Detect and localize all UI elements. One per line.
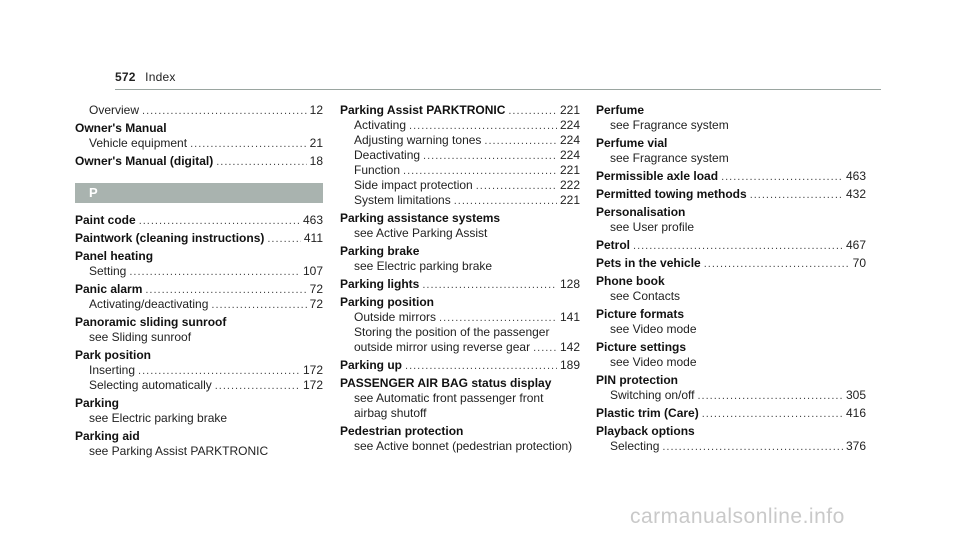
index-entry-heading[interactable] [340,358,580,373]
entry-label: Panel heating [75,249,154,263]
entry-label: Switching on/off [610,388,695,402]
index-subentry[interactable] [340,310,580,325]
index-entry-heading[interactable] [340,277,580,292]
entry-label: see Active Parking Assist [354,226,488,240]
index-subentry[interactable] [340,133,580,148]
dot-leader [533,341,557,356]
index-entry [75,348,323,393]
index-entry-heading[interactable] [75,231,323,246]
index-entry-heading [340,211,580,226]
index-entry [596,373,866,403]
index-entry-heading [596,424,866,439]
entry-label: Petrol [596,238,631,252]
page-reference[interactable]: 141 [559,310,580,324]
dot-leader [267,232,301,247]
index-entry [75,429,323,459]
index-entry [75,154,323,169]
dot-leader [142,104,307,119]
page-reference[interactable]: 72 [309,297,323,311]
entry-label: see Automatic front passenger front [354,391,544,405]
entry-label: Parking [75,396,120,410]
entry-label: Function [354,163,401,177]
entry-label: Phone book [596,274,665,288]
page-header [115,70,176,84]
index-entry [75,315,323,345]
page-reference[interactable]: 70 [852,256,866,270]
page-reference[interactable]: 221 [559,103,580,117]
index-entry [596,238,866,253]
entry-label: Playback options [596,424,695,438]
index-entry [596,274,866,304]
page-reference[interactable]: 222 [559,178,580,192]
index-subentry[interactable] [340,226,580,241]
header-divider [115,89,881,90]
index-subentry[interactable] [596,388,866,403]
index-entry [596,340,866,370]
index-entry-heading [340,424,580,439]
entry-label: Parking Assist PARKTRONIC [340,103,506,117]
index-subentry[interactable] [340,193,580,208]
entry-label: see Video mode [610,322,697,336]
entry-label: Vehicle equipment [89,136,188,150]
index-column-3 [596,103,866,457]
letter-section-bar: P [75,183,323,203]
entry-label: Inserting [89,363,136,377]
entry-label: see Fragrance system [610,151,729,165]
dot-leader [409,119,557,134]
index-entry [596,205,866,235]
index-entry-heading [596,205,866,220]
index-subentry[interactable] [75,136,323,151]
entry-label: Park position [75,348,152,362]
index-entry [596,424,866,454]
dot-leader [698,389,843,404]
entry-label: Activating [354,118,407,132]
index-subentry[interactable] [596,289,866,304]
index-entry [596,187,866,202]
entry-label: Deactivating [354,148,421,162]
index-entry [596,136,866,166]
entry-label: Side impact protection [354,178,473,192]
index-entry-heading [596,373,866,388]
page-number: 572 [115,70,136,84]
watermark: carmanualsonline.info [630,505,845,528]
index-subentry[interactable] [75,330,323,345]
entry-label: Panoramic sliding sunroof [75,315,227,329]
index-subentry[interactable] [596,355,866,370]
entry-label: PIN protection [596,373,679,387]
entry-label: outside mirror using reverse gear [354,340,531,354]
entry-label: Panic alarm [75,282,143,296]
section-title: Index [145,70,176,84]
index-entry [340,358,580,373]
page-reference[interactable]: 189 [559,358,580,372]
entry-label: see Parking Assist PARKTRONIC [89,444,269,458]
index-subentry[interactable] [340,118,580,133]
index-subentry[interactable] [340,325,580,340]
entry-label: Adjusting warning tones [354,133,482,147]
page-reference[interactable]: 224 [559,118,580,132]
index-column-2 [340,103,580,457]
index-entry-heading[interactable] [596,169,866,184]
index-entry-heading [75,396,323,411]
index-entry-heading [340,295,580,310]
dot-leader [476,179,557,194]
page-reference[interactable]: 376 [845,439,866,453]
dot-leader [423,149,557,164]
entry-label: Parking aid [75,429,140,443]
dot-leader [403,164,557,179]
index-entry [340,295,580,355]
dot-leader [721,170,843,185]
index-entry [340,244,580,274]
entry-label: Owner's Manual (digital) [75,154,214,168]
entry-label: Pedestrian protection [340,424,464,438]
entry-label: Paintwork (cleaning instructions) [75,231,265,245]
entry-label: System limitations [354,193,451,207]
entry-label: Storing the position of the passenger [354,325,550,339]
entry-label: see Active bonnet (pedestrian protection) [354,439,573,453]
dot-leader [129,265,300,280]
index-entry [340,376,580,421]
dot-leader [633,239,843,254]
index-entry-heading [75,315,323,330]
entry-label: Picture formats [596,307,685,321]
entry-label: Parking up [340,358,403,372]
index-entry-heading [596,340,866,355]
page-reference[interactable]: 221 [559,193,580,207]
entry-label: Selecting automatically [89,378,212,392]
index-entry [596,307,866,337]
index-entry-heading [75,249,323,264]
dot-leader [750,188,843,203]
page-reference[interactable]: 416 [845,406,866,420]
index-entry-heading[interactable] [596,256,866,271]
index-entry-heading[interactable] [596,238,866,253]
index-subentry[interactable] [340,163,580,178]
dot-leader [662,440,843,455]
page-reference[interactable]: 172 [302,363,323,377]
index-entry [340,424,580,454]
index-subentry-continued[interactable] [340,340,580,355]
page-reference[interactable]: 221 [559,163,580,177]
index-column-1 [75,103,323,462]
index-entry-heading [75,121,323,136]
index-subentry[interactable] [75,411,323,426]
index-subentry[interactable] [75,444,323,459]
entry-label: see Electric parking brake [89,411,228,425]
dot-leader [439,311,557,326]
index-subentry[interactable] [340,178,580,193]
dot-leader [190,137,307,152]
page-reference[interactable]: 224 [559,148,580,162]
index-subentry[interactable] [75,297,323,312]
entry-label: Personalisation [596,205,686,219]
entry-label: see User profile [610,220,695,234]
dot-leader [422,278,557,293]
index-entry [75,121,323,151]
page-reference[interactable]: 463 [845,169,866,183]
entry-label: Parking brake [340,244,420,258]
index-entry [340,103,580,208]
entry-label: see Fragrance system [610,118,729,132]
index-entry-heading [75,348,323,363]
dot-leader [484,134,557,149]
index-entry-heading [596,274,866,289]
index-entry-heading [596,307,866,322]
dot-leader [702,407,843,422]
index-subentry[interactable] [75,103,323,118]
page-reference[interactable]: 172 [302,378,323,392]
index-subentry[interactable] [340,439,580,454]
dot-leader [405,359,557,374]
index-subentry[interactable] [340,391,580,406]
page-reference[interactable]: 432 [845,187,866,201]
dot-leader [704,257,850,272]
dot-leader [145,283,306,298]
index-entry [75,213,323,228]
entry-label: see Sliding sunroof [89,330,192,344]
entry-label: Permitted towing methods [596,187,747,201]
index-entry-heading[interactable] [340,103,580,118]
entry-label: see Contacts [610,289,681,303]
entry-label: see Video mode [610,355,697,369]
page-reference[interactable]: 411 [303,231,323,245]
page-reference[interactable]: 142 [559,340,580,354]
page-reference[interactable]: 463 [302,213,323,227]
entry-label: Pets in the vehicle [596,256,701,270]
index-subentry[interactable] [596,118,866,133]
entry-label: Permissible axle load [596,169,719,183]
entry-label: Plastic trim (Care) [596,406,699,420]
index-entry-heading[interactable] [75,213,323,228]
page-reference[interactable]: 467 [845,238,866,252]
index-entry-heading[interactable] [75,154,323,169]
entry-label: Owner's Manual [75,121,167,135]
entry-label: Parking assistance systems [340,211,501,225]
index-entry-heading [596,103,866,118]
index-entry-heading [596,136,866,151]
entry-label: Picture settings [596,340,687,354]
index-entry [596,256,866,271]
index-entry [340,277,580,292]
dot-leader [139,214,300,229]
index-subentry[interactable] [75,363,323,378]
page-reference[interactable]: 72 [309,282,323,296]
entry-label: PASSENGER AIR BAG status display [340,376,552,390]
index-entry [596,406,866,421]
page-reference[interactable]: 305 [845,388,866,402]
entry-label: Overview [89,103,140,117]
dot-leader [138,364,300,379]
page-reference[interactable]: 18 [309,154,323,168]
dot-leader [215,379,300,394]
page-reference[interactable]: 107 [302,264,323,278]
entry-label: Perfume vial [596,136,668,150]
index-subentry[interactable] [596,322,866,337]
index-subentry[interactable] [75,264,323,279]
index-entry [340,211,580,241]
index-entry [75,396,323,426]
dot-leader [211,298,306,313]
dot-leader [216,155,306,170]
entry-label: Parking position [340,295,435,309]
index-subentry[interactable] [596,439,866,454]
entry-label: Perfume [596,103,645,117]
index-subentry[interactable] [340,148,580,163]
index-entry [596,169,866,184]
entry-label: Paint code [75,213,136,227]
index-entry-heading[interactable] [596,187,866,202]
index-subentry[interactable] [75,378,323,393]
index-subentry[interactable] [596,220,866,235]
page-reference[interactable]: 21 [309,136,323,150]
index-subentry-continued [340,406,580,421]
index-entry [75,282,323,312]
page-reference[interactable]: 128 [559,277,580,291]
index-entry-heading [340,376,580,391]
dot-leader [508,104,557,119]
index-entry [75,249,323,279]
index-entry [596,103,866,133]
index-entry-heading[interactable] [596,406,866,421]
entry-label: airbag shutoff [354,406,427,420]
index-entry-heading [340,244,580,259]
entry-label: Setting [89,264,127,278]
index-entry-heading[interactable] [75,282,323,297]
index-entry-heading [75,429,323,444]
entry-label: see Electric parking brake [354,259,493,273]
page-reference[interactable]: 12 [309,103,323,117]
index-subentry[interactable] [596,151,866,166]
index-entry [75,103,323,118]
dot-leader [454,194,557,209]
index-entry [75,231,323,246]
entry-label: Outside mirrors [354,310,437,324]
page-reference[interactable]: 224 [559,133,580,147]
entry-label: Selecting [610,439,660,453]
index-subentry[interactable] [340,259,580,274]
entry-label: Activating/deactivating [89,297,209,311]
entry-label: Parking lights [340,277,420,291]
